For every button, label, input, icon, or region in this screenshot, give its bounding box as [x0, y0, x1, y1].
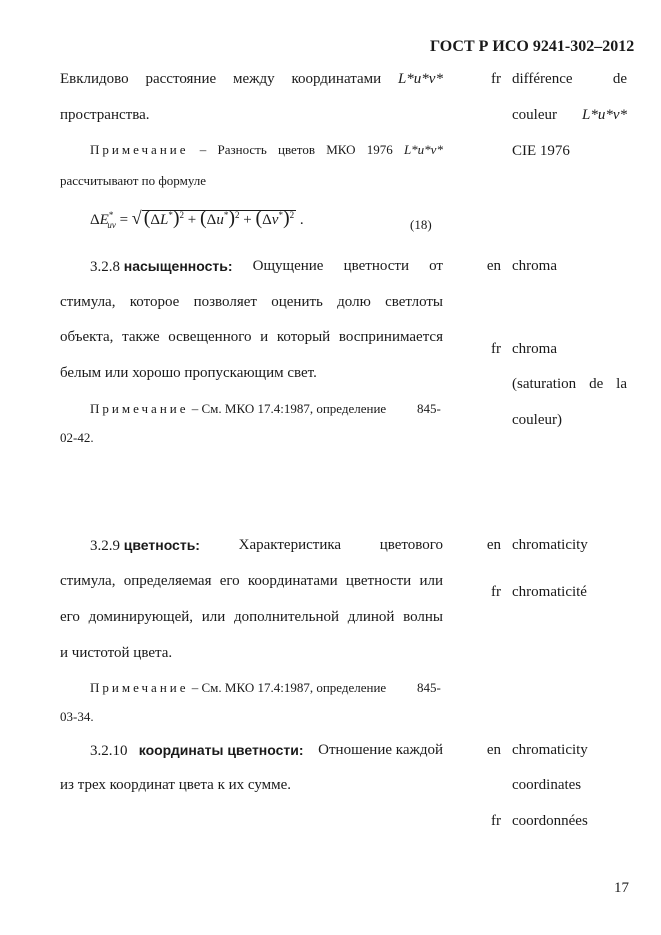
- note-line: [90, 401, 386, 417]
- word: la: [616, 376, 627, 392]
- word: de: [612, 71, 627, 87]
- note-label: Примечание: [90, 142, 189, 157]
- formula-number: (18): [410, 217, 432, 232]
- foreign-term: chroma: [512, 341, 557, 357]
- note-code: 03-34.: [60, 709, 94, 724]
- foreign-term: chromaticité: [512, 584, 587, 600]
- word: между: [232, 71, 275, 87]
- definition-line: белым или хорошо пропускающим свет.: [60, 365, 317, 381]
- foreign-term: coordonnées: [512, 813, 588, 829]
- color-space-symbol: L*u*v*: [397, 71, 443, 87]
- definition-line: [90, 742, 443, 760]
- word: цветов: [278, 142, 315, 157]
- definition-line: стимула, которое позволяет оценить долю светлоты: [60, 294, 443, 310]
- definition-line: и чистотой цвета.: [60, 645, 173, 661]
- definition-line: [60, 71, 443, 88]
- word: цветности: [343, 258, 409, 274]
- word: Ощущение: [252, 258, 324, 274]
- note-label: Примечание: [90, 680, 189, 695]
- language-code: en: [486, 537, 501, 553]
- clause-number: 3.2.8: [90, 259, 120, 275]
- note-line: [90, 142, 443, 158]
- language-code: en: [486, 258, 501, 274]
- note-label: Примечание: [90, 401, 189, 416]
- color-space-symbol: L*u*v*: [403, 142, 443, 157]
- term-heading: координаты цветности:: [138, 742, 304, 758]
- definition-line: его доминирующей, или дополнительной длиной волны: [60, 609, 443, 625]
- word: от: [429, 258, 443, 274]
- foreign-term: CIE 1976: [512, 143, 570, 159]
- word: couleur: [512, 107, 557, 123]
- language-code: fr: [491, 813, 501, 829]
- foreign-term: [512, 71, 627, 88]
- clause-number: 3.2.10: [90, 743, 128, 759]
- definition-line: объекта, также освещенного и который воспринимается: [60, 329, 443, 345]
- note-text: – См. МКО 17.4:1987, определение: [191, 680, 387, 695]
- note-code: 02-42.: [60, 430, 94, 445]
- foreign-term: [512, 376, 627, 393]
- word: расстояние: [145, 71, 217, 87]
- color-difference-formula: $\Delta E^*_{uv}$ = √ $(\Delta L^*)^2 + (\Delta u^*)^2 + (\Delta v^*)^2$ .: [90, 207, 304, 230]
- word: цветового: [379, 537, 443, 553]
- word: МКО: [326, 142, 356, 157]
- definition-line: [90, 258, 443, 276]
- note-dash: –: [199, 142, 207, 157]
- clause-number: 3.2.9: [90, 538, 120, 554]
- note-code: 845-: [417, 680, 441, 695]
- definition-line: стимула, определяемая его координатами цветности или: [60, 573, 443, 589]
- note-line: [90, 680, 386, 696]
- note-code: 845-: [417, 401, 441, 416]
- foreign-term: coordinates: [512, 777, 582, 793]
- definition-line: пространства.: [60, 107, 150, 123]
- definition-line: из трех координат цвета к их сумме.: [60, 777, 292, 793]
- color-space-symbol: L*u*v*: [582, 107, 627, 123]
- language-code: fr: [491, 584, 501, 600]
- foreign-term: chromaticity: [512, 537, 588, 553]
- term-heading: насыщенность:: [123, 258, 233, 274]
- word: (saturation: [512, 376, 577, 392]
- foreign-term: chroma: [512, 258, 557, 274]
- document-header: ГОСТ Р ИСО 9241-302–2012: [430, 38, 635, 55]
- foreign-term: couleur): [512, 412, 562, 428]
- word: Разность: [217, 142, 267, 157]
- word: de: [589, 376, 604, 392]
- word: 1976: [366, 142, 393, 157]
- language-code: en: [486, 742, 501, 758]
- foreign-term: chromaticity: [512, 742, 588, 758]
- language-code: fr: [491, 341, 501, 357]
- page-number: 17: [614, 880, 629, 896]
- foreign-term: [512, 107, 627, 124]
- word: Характеристика: [238, 537, 342, 553]
- word: координатами: [291, 71, 382, 87]
- definition-line: [90, 537, 443, 555]
- language-code: fr: [491, 71, 501, 87]
- note-line: рассчитывают по формуле: [60, 173, 207, 188]
- definition-text: Отношение каждой: [318, 742, 443, 758]
- word: Евклидово: [60, 71, 129, 87]
- term-heading: цветность:: [123, 537, 200, 553]
- word: différence: [512, 71, 573, 87]
- note-text: – См. МКО 17.4:1987, определение: [191, 401, 387, 416]
